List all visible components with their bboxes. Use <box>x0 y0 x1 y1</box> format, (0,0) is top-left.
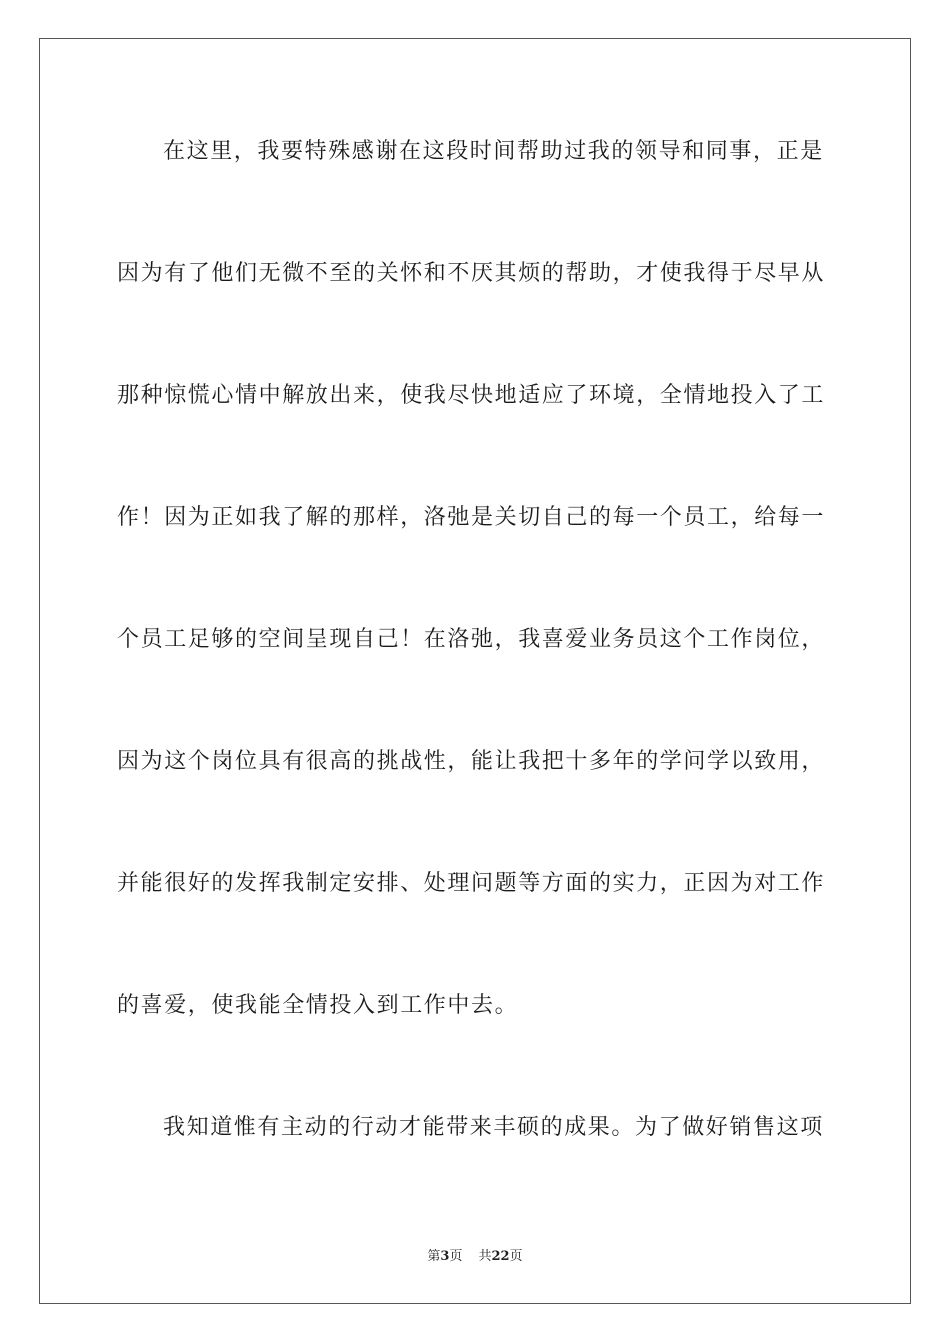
page-current: 3 <box>440 1249 450 1264</box>
paragraph-1-line-2: 因为有了他们无微不至的关怀和不厌其烦的帮助，才使我得于尽早从 <box>117 261 826 286</box>
total-suffix: 页 <box>509 1249 523 1264</box>
paragraph-1-line-5: 个员工足够的空间呈现自己！在洛弛，我喜爱业务员这个工作岗位， <box>117 627 826 652</box>
paragraph-1-line-3: 那种惊慌心情中解放出来，使我尽快地适应了环境，全情地投入了工 <box>117 383 826 408</box>
page-suffix: 页 <box>449 1249 463 1264</box>
paragraph-1-line-1: 在这里，我要特殊感谢在这段时间帮助过我的领导和同事，正是 <box>163 139 824 164</box>
page-total: 22 <box>491 1249 510 1264</box>
paragraph-1-line-7: 并能很好的发挥我制定安排、处理问题等方面的实力，正因为对工作 <box>117 871 826 896</box>
paragraph-2-line-1: 我知道惟有主动的行动才能带来丰硕的成果。为了做好销售这项 <box>163 1115 824 1140</box>
page-prefix: 第 <box>427 1249 441 1264</box>
paragraph-1-line-8: 的喜爱，使我能全情投入到工作中去。 <box>117 993 519 1018</box>
paragraph-1-line-4: 作！因为正如我了解的那样，洛弛是关切自己的每一个员工，给每一 <box>117 505 826 530</box>
total-prefix: 共 <box>478 1249 492 1264</box>
page-footer <box>0 1248 950 1266</box>
paragraph-1-line-6: 因为这个岗位具有很高的挑战性，能让我把十多年的学问学以致用， <box>117 749 826 774</box>
